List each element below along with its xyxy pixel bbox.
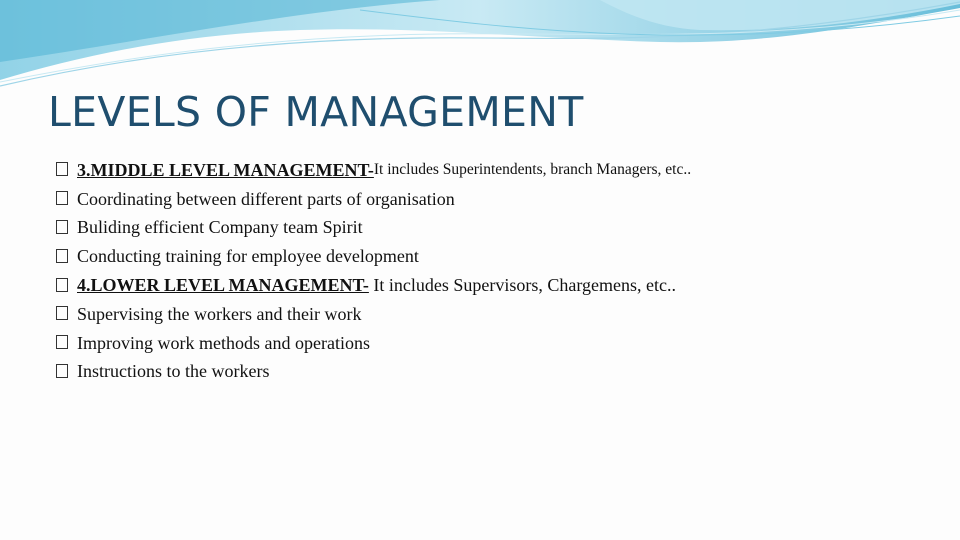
bullet-list [56,156,936,386]
bullet-marker-icon [56,278,68,292]
bullet-text: Conducting training for employee development [77,246,419,267]
bullet-text: It includes Superintendents, branch Managers, etc.. [373,161,692,179]
header-wave-decoration [0,0,960,100]
bullet-text: Supervising the workers and their work [77,303,362,324]
bullet-text: Buliding efficient Company team Spirit [77,217,363,238]
bullet-marker-icon [56,306,68,320]
bullet-item [56,185,936,214]
bullet-item [56,358,936,387]
bullet-marker-icon [56,162,68,176]
bullet-text: Coordinating between different parts of organisation [77,188,455,209]
bullet-heading: 4.LOWER LEVEL MANAGEMENT- [77,275,369,296]
slide-title: LEVELS OF MANAGEMENT [48,88,584,136]
bullet-text: Improving work methods and operations [77,332,370,353]
bullet-marker-icon [56,220,68,234]
bullet-marker-icon [56,249,68,263]
bullet-item [56,242,936,271]
bullet-text: Instructions to the workers [77,361,270,382]
bullet-item [56,329,936,358]
bullet-item [56,214,936,243]
bullet-marker-icon [56,364,68,378]
bullet-item [56,271,936,300]
bullet-marker-icon [56,335,68,349]
bullet-item [56,156,936,185]
bullet-heading: 3.MIDDLE LEVEL MANAGEMENT- [77,159,374,180]
bullet-marker-icon [56,191,68,205]
bullet-text: It includes Supervisors, Chargemens, etc.. [368,275,676,296]
bullet-item [56,300,936,329]
